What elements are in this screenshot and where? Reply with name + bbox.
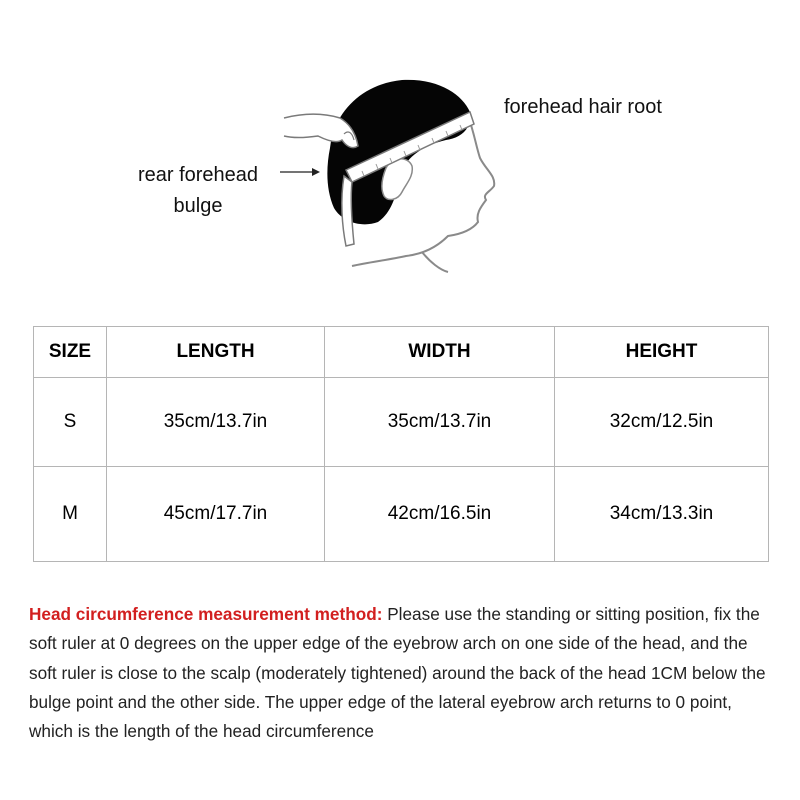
head-measurement-illustration <box>0 0 800 300</box>
header-height: HEIGHT <box>555 327 769 378</box>
header-length: LENGTH <box>107 327 325 378</box>
cell-width: 35cm/13.7in <box>325 378 555 467</box>
rear-forehead-label-line1: rear forehead <box>137 164 259 186</box>
cell-length: 35cm/13.7in <box>107 378 325 467</box>
method-title: Head circumference measurement method: <box>29 604 383 624</box>
arrow-right-icon <box>280 168 320 176</box>
cell-width: 42cm/16.5in <box>325 467 555 562</box>
table-header-row <box>34 327 769 378</box>
rear-forehead-label-line2: bulge <box>173 195 223 217</box>
rear-forehead-bulge-label <box>128 160 268 222</box>
measurement-method-paragraph <box>29 600 779 746</box>
table-row <box>34 378 769 467</box>
forehead-hair-root-label: forehead hair root <box>504 96 662 118</box>
cell-height: 34cm/13.3in <box>555 467 769 562</box>
header-size: SIZE <box>34 327 107 378</box>
header-width: WIDTH <box>325 327 555 378</box>
cell-height: 32cm/12.5in <box>555 378 769 467</box>
cell-size: S <box>34 378 107 467</box>
table-row <box>34 467 769 562</box>
size-table <box>33 326 769 562</box>
cell-size: M <box>34 467 107 562</box>
method-text: Please use the standing or sitting position, fix the soft ruler at 0 degrees on the upper edge of the eyebrow arch on one side of the head, and the soft ruler is close to the scalp (moderately tightened) around the back of the head 1CM below the bulge point and the other side. The upper edge of the lateral eyebrow arch returns to 0 point, which is the length of the head circumference <box>29 604 766 742</box>
cell-length: 45cm/17.7in <box>107 467 325 562</box>
